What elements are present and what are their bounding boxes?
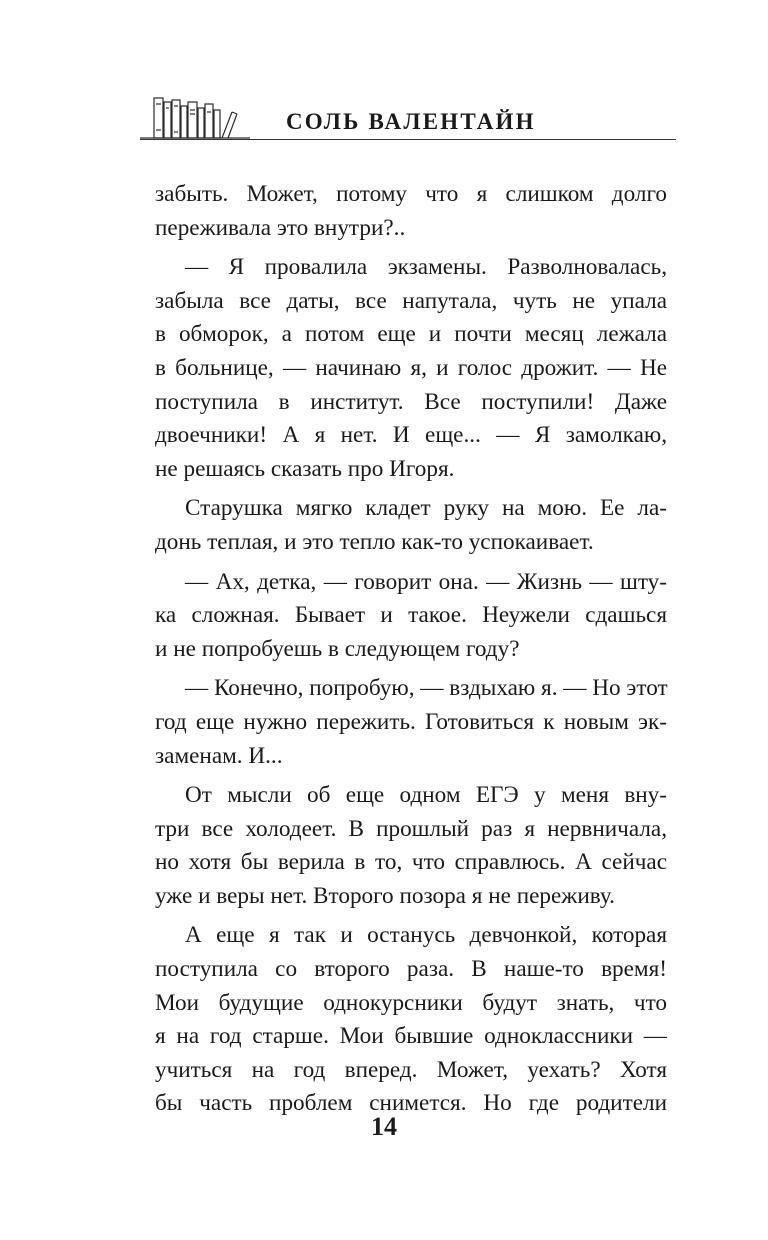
text-line: не решаясь сказать про Игоря.	[155, 455, 455, 482]
text-line: двоечники! А я нет. И еще... — Я замолкаю,	[155, 422, 667, 449]
text-line: Мои будущие однокурсники будут знать, что	[155, 989, 667, 1016]
text-line: и не попробуешь в следующем году?	[155, 635, 520, 662]
text-line: От мысли об еще одном ЕГЭ у меня вну-	[185, 782, 667, 809]
text-line: три все холодеет. В прошлый раз я нервничала,	[155, 815, 667, 842]
author-title: СОЛЬ ВАЛЕНТАЙН	[286, 109, 536, 134]
text-line: Старушка мягко кладет руку на мою. Ее ла-	[185, 495, 667, 522]
header-divider	[140, 139, 676, 140]
text-line: бы часть проблем снимется. Но где родители	[155, 1090, 667, 1117]
text-line: ка сложная. Бывает и такое. Неужели сдашься	[155, 602, 667, 629]
text-line: но хотя бы верила в то, что справлюсь. А сейчас	[155, 849, 667, 876]
text-line: уже и веры нет. Второго позора я не переживу.	[155, 882, 615, 909]
text-line: учиться на год вперед. Может, уехать? Хотя	[155, 1056, 667, 1083]
text-line: забыть. Может, потому что я слишком долго	[155, 181, 667, 207]
text-line: в больнице, — начинаю я, и голос дрожит. — Не	[155, 354, 667, 381]
text-line: поступила в институт. Все поступили! Даже	[155, 388, 667, 415]
text-line: — Конечно, попробую, — вздыхаю я. — Но этот	[185, 675, 668, 702]
text-line: в обморок, а потом еще и почти месяц лежала	[155, 321, 667, 348]
text-line: А еще я так и останусь девчонкой, которая	[185, 922, 667, 949]
text-line: — Ах, детка, — говорит она. — Жизнь — шту-	[185, 568, 667, 595]
text-line: — Я провалила экзамены. Разволновалась,	[185, 254, 667, 281]
page-number: 14	[371, 1112, 397, 1141]
text-line: переживала это внутри?..	[155, 214, 406, 241]
text-line: год еще нужно пережить. Готовиться к новым эк-	[155, 708, 667, 735]
text-line: донь теплая, и это тепло как-то успокаивает.	[155, 528, 594, 555]
text-line: заменам. И...	[155, 742, 283, 769]
text-line: я на год старше. Мои бывшие одноклассники —	[155, 1023, 667, 1050]
page-body-text	[155, 178, 667, 1121]
running-header	[140, 92, 676, 142]
books-on-shelf-icon	[140, 92, 250, 142]
text-line: поступила со второго раза. В наше-то время!	[155, 956, 667, 983]
text-line: забыла все даты, все напутала, чуть не упала	[155, 287, 667, 314]
